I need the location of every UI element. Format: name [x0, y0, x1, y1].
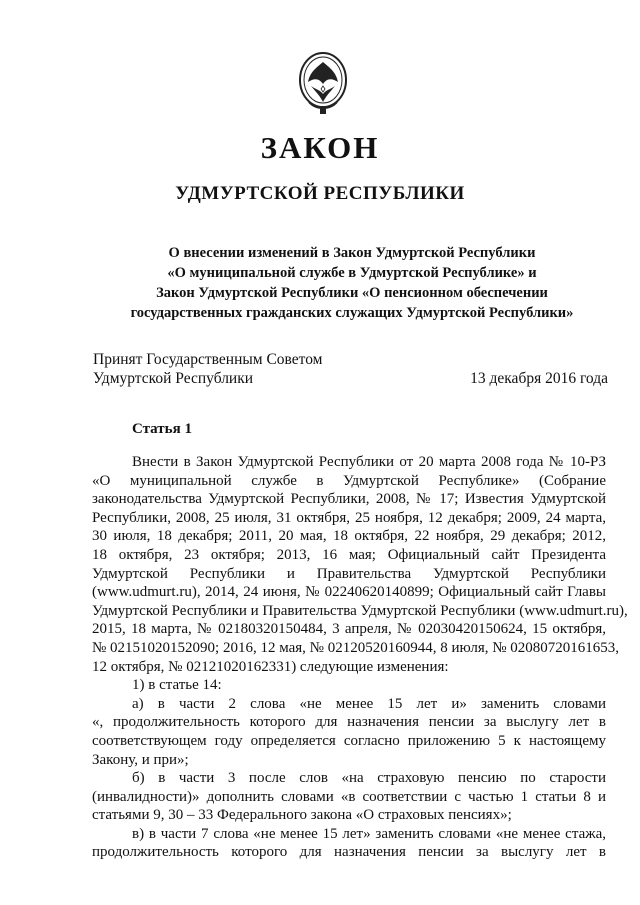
body-line: б) в части 3 после слов «на страховую пенсию по старости	[132, 770, 606, 787]
body-line: в) в части 7 слова «не менее 15 лет» заменить словами «не менее стажа,	[132, 825, 606, 842]
body-line: «, продолжительность которого для назначения пенсии за выслугу лет в	[92, 714, 606, 731]
adopted-by-line2: Удмуртской Республики	[93, 370, 254, 387]
body-line: 2015, 18 марта, № 02180320150484, 3 апреля, № 02030420150624, 15 октября,	[92, 621, 606, 638]
body-line: Закону, и при»;	[92, 751, 189, 768]
body-line: Удмуртской Республики и Правительства Удмуртской Республики (www.udmurt.ru),	[92, 602, 628, 619]
heading-line: государственных гражданских служащих Удмуртской Республики»	[130, 305, 574, 321]
body-line: (инвалидности)» дополнить словами «в соответствии с частью 1 статьи 8 и	[92, 788, 606, 805]
body-line: 12 октября, № 02121020162331) следующие изменения:	[92, 658, 449, 675]
article-body	[92, 453, 628, 862]
document-subtitle: УДМУРТСКОЙ РЕСПУБЛИКИ	[175, 183, 465, 204]
body-line: Удмуртской Республики и Правительства Удмуртской Республики	[92, 565, 606, 582]
heading-line: «О муниципальной службе в Удмуртской Республике» и	[167, 265, 537, 281]
body-line: Республики, 2008, 25 июля, 31 октября, 25 ноября, 12 декабря; 2009, 24 марта,	[92, 509, 606, 526]
body-line: статьями 9, 30 – 33 Федерального закона «О страховых пенсиях»;	[92, 807, 512, 824]
heading-line: Закон Удмуртской Республики «О пенсионном обеспечении	[156, 285, 548, 301]
emblem-icon	[296, 50, 350, 118]
body-line: (www.udmurt.ru), 2014, 24 июня, № 02240620140899; Официальный сайт Главы	[92, 584, 606, 601]
document-title: ЗАКОН	[260, 130, 380, 165]
body-line: «О муниципальной службе в Удмуртской Республике» (Собрание	[92, 472, 606, 489]
adoption-block	[93, 350, 608, 388]
article-title: Статья 1	[132, 421, 192, 437]
body-line: 30 июля, 18 декабря; 2011, 20 мая, 18 октября, 22 ноября, 29 декабря; 2012,	[92, 528, 606, 545]
body-line: а) в части 2 слова «не менее 15 лет и» заменить словами	[132, 695, 606, 712]
body-line: 18 октября, 23 октября; 2013, 16 мая; Официальный сайт Президента	[92, 546, 606, 563]
body-line: 1) в статье 14:	[132, 677, 222, 694]
adopted-by-line1: Принят Государственным Советом	[93, 351, 323, 368]
body-line: № 02151020152090; 2016, 12 мая, № 02120520160944, 8 июля, № 02080720161653,	[92, 639, 620, 656]
heading-line: О внесении изменений в Закон Удмуртской Республики	[168, 245, 536, 261]
body-line: продолжительность которого для назначения пенсии за выслугу лет в	[92, 844, 606, 861]
body-line: соответствующем году определяется согласно приложению 5 к настоящему	[92, 732, 606, 749]
body-line: законодательства Удмуртской Республики, 2008, № 17; Известия Удмуртской	[92, 491, 606, 508]
adoption-date: 13 декабря 2016 года	[470, 370, 608, 387]
body-line: Внести в Закон Удмуртской Республики от 20 марта 2008 года № 10-РЗ	[132, 454, 606, 470]
law-heading	[92, 243, 612, 323]
